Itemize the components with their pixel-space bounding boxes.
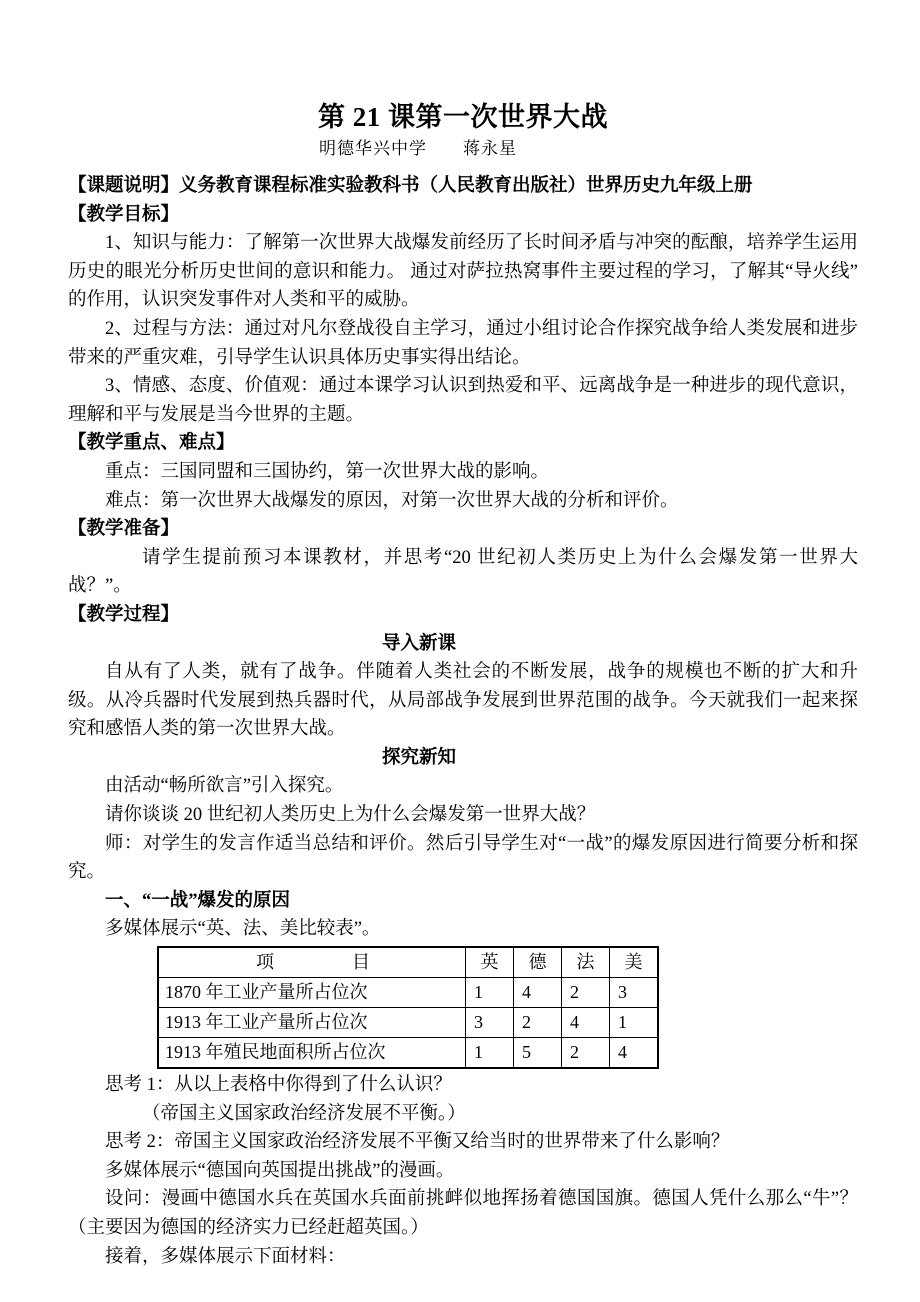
think-answer-1: （帝国主义国家政治经济发展不平衡。） bbox=[142, 1103, 466, 1124]
objective-item-3: 3、情感、态度、价值观：通过本课学习认识到热爱和平、远离战争是一种进步的现代意识，理解和平与发展是当今世界的主题。 bbox=[68, 376, 858, 425]
byline: 明德华兴中学 蒋永星 bbox=[319, 139, 517, 158]
teaching-prep-heading: 【教学准备】 bbox=[68, 519, 180, 540]
page-title: 第 21 课第一次世界大战 bbox=[318, 102, 608, 132]
next-material-text: 接着，多媒体展示下面材料： bbox=[105, 1246, 346, 1267]
lead-in-heading: 导入新课 bbox=[381, 633, 456, 654]
think-question-2: 思考 2：帝国主义国家政治经济发展不平衡又给当时的世界带来了什么影响？ bbox=[105, 1132, 730, 1153]
key-difficult-heading: 【教学重点、难点】 bbox=[68, 433, 235, 454]
teaching-process-heading: 【教学过程】 bbox=[68, 604, 180, 625]
table-row bbox=[158, 1038, 658, 1069]
table-cell-usa: 1 bbox=[610, 1008, 659, 1038]
table-cell-germany: 2 bbox=[514, 1008, 562, 1038]
difficult-point-text: 难点：第一次世界大战爆发的原因，对第一次世界大战的分析和评价。 bbox=[105, 490, 679, 511]
table-cell-item: 1913 年殖民地面积所占位次 bbox=[158, 1038, 466, 1069]
explore-heading: 探究新知 bbox=[381, 747, 456, 768]
table-cell-usa: 4 bbox=[610, 1038, 659, 1069]
think-question-1: 思考 1：从以上表格中你得到了什么认识？ bbox=[105, 1075, 452, 1096]
objective-item-2: 2、过程与方法：通过对凡尔登战役自主学习，通过小组讨论合作探究战争给人类发展和进步带来的严重灾难，引导学生认识具体历史事实得出结论。 bbox=[68, 318, 858, 368]
table-row bbox=[158, 1008, 658, 1038]
table-cell-germany: 5 bbox=[514, 1038, 562, 1069]
table-cell-germany: 4 bbox=[514, 978, 562, 1008]
table-cell-item: 1870 年工业产量所占位次 bbox=[158, 978, 466, 1008]
table-header-item: 项 目 bbox=[158, 947, 466, 978]
table-header-row bbox=[158, 947, 658, 978]
table-cell-france: 2 bbox=[562, 1038, 610, 1069]
media-cartoon-text: 多媒体展示“德国向英国提出挑战”的漫画。 bbox=[105, 1160, 455, 1181]
table-row bbox=[158, 978, 658, 1008]
table-header-uk: 英 bbox=[466, 947, 514, 978]
question-line-text: 设问：漫画中德国水兵在英国水兵面前挑衅似地挥扬着德国国旗。德国人凭什么那么“牛”？（主要因为德国的经济实力已经赶超英国。） bbox=[68, 1189, 858, 1238]
comparison-table-wrapper bbox=[68, 946, 858, 1069]
comparison-table bbox=[157, 946, 659, 1069]
objective-item-1: 1、知识与能力：了解第一次世界大战爆发前经历了长时间矛盾与冲突的酝酿，培养学生运用历史的眼光分析历史世间的意识和能力。 通过对萨拉热窝事件主要过程的学习，了解其“导火线”的作用，认识突发事件对人类和平的威胁。 bbox=[68, 233, 858, 311]
table-cell-item: 1913 年工业产量所占位次 bbox=[158, 1008, 466, 1038]
topic-note: 【课题说明】义务教育课程标准实验教科书（人民教育出版社）世界历史九年级上册 bbox=[68, 176, 753, 196]
table-header-germany: 德 bbox=[514, 947, 562, 978]
table-header-usa: 美 bbox=[610, 947, 659, 978]
teaching-objectives-heading: 【教学目标】 bbox=[68, 204, 180, 225]
explore-line-3: 师：对学生的发言作适当总结和评价。然后引导学生对“一战”的爆发原因进行简要分析和探究。 bbox=[68, 833, 858, 883]
table-cell-uk: 3 bbox=[466, 1008, 514, 1038]
table-cell-uk: 1 bbox=[466, 978, 514, 1008]
key-point-text: 重点：三国同盟和三国协约，第一次世界大战的影响。 bbox=[105, 461, 550, 482]
cause-section-heading: 一、“一战”爆发的原因 bbox=[105, 890, 291, 911]
media-table-intro: 多媒体展示“英、法、美比较表”。 bbox=[105, 919, 381, 940]
document-body bbox=[68, 172, 858, 1271]
table-cell-france: 4 bbox=[562, 1008, 610, 1038]
table-cell-uk: 1 bbox=[466, 1038, 514, 1069]
teaching-prep-text: 请学生提前预习本课教材，并思考“20 世纪初人类历史上为什么会爆发第一世界大战？”。 bbox=[68, 547, 858, 597]
table-cell-france: 2 bbox=[562, 978, 610, 1008]
lead-in-text: 自从有了人类，就有了战争。伴随着人类社会的不断发展，战争的规模也不断的扩大和升级。从冷兵器时代发展到热兵器时代，从局部战争发展到世界范围的战争。今天就我们一起来探究和感悟人类的第一次世界大战。 bbox=[68, 662, 858, 740]
explore-line-2: 请你谈谈 20 世纪初人类历史上为什么会爆发第一世界大战？ bbox=[105, 805, 596, 826]
table-cell-usa: 3 bbox=[610, 978, 659, 1008]
table-header-france: 法 bbox=[562, 947, 610, 978]
explore-line-1: 由活动“畅所欲言”引入探究。 bbox=[105, 776, 344, 797]
